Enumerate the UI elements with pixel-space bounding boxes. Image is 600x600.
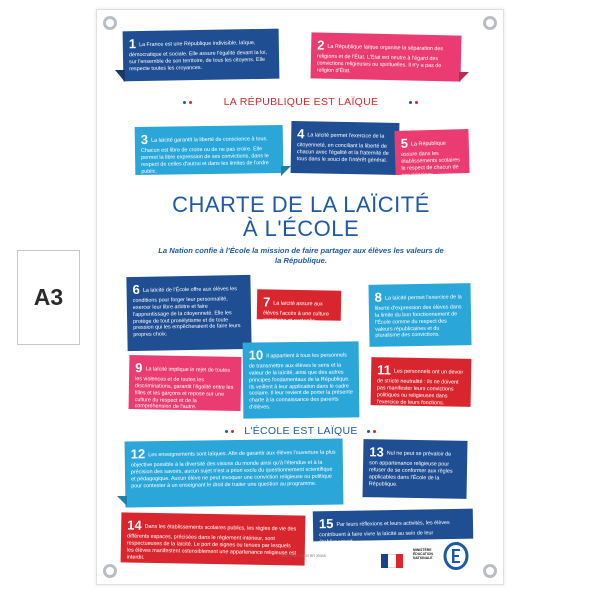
charter-subtitle: La Nation confie à l'École la mission de faire partager aux élèves les valeurs de la République. bbox=[158, 246, 444, 265]
article-14-card bbox=[121, 512, 306, 565]
ribbon-fold bbox=[115, 70, 125, 82]
laicite-charter-poster bbox=[96, 9, 504, 585]
article-number: 5 bbox=[400, 135, 409, 151]
decorative-dot bbox=[415, 101, 418, 104]
grommet-bottom-left bbox=[103, 564, 117, 578]
article-number: 13 bbox=[369, 444, 384, 460]
charter-title bbox=[97, 193, 505, 241]
article-text: La laïcité permet l'exercice de la citoyenneté, en conciliant la liberté de chacun avec l'égalité et la fraternité de tous dans le souci de l'intérêt général. bbox=[296, 132, 389, 164]
article-number: 12 bbox=[130, 446, 146, 462]
article-text: Les enseignements sont laïques. Afin de garantir aux élèves l'ouverture la plus objective possible à la diversité des visions du monde ainsi qu'à l'étendue et à la précision des savoirs, aucun sujet n'est a priori exclu du questionnement scientifique et pédagogique. Aucun élève ne peut invoquer une conviction religieuse ou politique pour contester à un enseignant le droit de traiter une question au programme. bbox=[130, 449, 336, 489]
ribbon-fold bbox=[281, 166, 291, 176]
article-number: 10 bbox=[248, 347, 264, 363]
education-logo-icon bbox=[443, 540, 469, 570]
article-number: 4 bbox=[297, 126, 305, 142]
charter-title-line1: CHARTE DE LA LAÏCITÉ bbox=[172, 192, 430, 217]
french-flag-logo bbox=[381, 554, 403, 568]
article-number: 7 bbox=[262, 294, 271, 310]
article-text: Il appartient à tous les personnels de transmettre aux élèves le sens et la valeur de la laïcité, ainsi que des autres principes fondamentaux de la République. Ils veillent à leur application dans le cadre scolaire. Il leur revient de porter la présente charte à la connaissance des parents d'élèves. bbox=[248, 352, 353, 411]
article-text: La France est une République indivisible, laïque, démocratique et sociale. Elle assure l'égalité devant la loi, sur l'ensemble de son territoire, de tous les citoyens. Elle respecte toutes les croyances. bbox=[128, 40, 268, 73]
article-3-card bbox=[135, 125, 284, 175]
article-text: Dans les établissements scolaires publics, les règles de vie des différents espaces, précisées dans le règlement intérieur, sont respectueuses de la laïcité. Le port de signes ou tenues par lesquels les élèves manifestent ostensiblement une appartenance religieuse est interdit. bbox=[126, 523, 297, 561]
article-number: 14 bbox=[127, 517, 142, 533]
article-2-card bbox=[311, 32, 462, 81]
article-10-card bbox=[243, 341, 360, 418]
article-text: La laïcité garantit la liberté de conscience à tous. Chacun est libre de croire ou de ne pas croire. Elle permet la libre expression de ses convictions, dans le respect de celles d'autrui et dans les limites de l'ordre public. bbox=[140, 136, 269, 175]
grommet-top-right bbox=[483, 16, 497, 30]
decorative-dot bbox=[373, 430, 376, 433]
article-11-card bbox=[371, 357, 472, 407]
grommet-top-left bbox=[103, 16, 117, 30]
section-title-ecole: L'ÉCOLE EST LAÏQUE bbox=[244, 425, 358, 437]
article-number: 6 bbox=[132, 281, 140, 297]
article-number: 8 bbox=[374, 289, 383, 305]
article-text: La laïcité permet l'exercice de la liberté d'expression des élèves dans la limite du bon fonctionnement de l'École comme du respect des valeurs républicaines et du pluralisme des convictions. bbox=[374, 294, 462, 340]
article-number: 9 bbox=[135, 360, 143, 376]
grommet-bottom-right bbox=[483, 564, 497, 578]
article-number: 2 bbox=[317, 37, 325, 53]
article-text: La laïcité implique le rejet de toutes les violences et de toutes les discriminations, garantit l'égalité entre les filles et les garçons et repose sur une culture du respect et de la compréhension de l'autre. bbox=[134, 366, 234, 411]
footer-reference: DCO - VAL DS 09 RR 30048 bbox=[281, 554, 326, 558]
article-9-card bbox=[129, 355, 242, 411]
article-number: 1 bbox=[128, 36, 137, 52]
article-5-card bbox=[394, 129, 469, 179]
article-text: La République laïque organise la séparation des religions et de l'État. L'État est neutre à l'égard des convictions religieuses ou spirituelles. Il n'y a pas de religion d'État. bbox=[316, 43, 444, 75]
article-number: 11 bbox=[377, 362, 392, 378]
article-text: La laïcité assure aux élèves l'accès à une culture commune et partagée. bbox=[262, 300, 329, 325]
article-12-card bbox=[125, 438, 344, 507]
ministry-label: MINISTÈRE ÉDUCATION NATIONALE bbox=[413, 548, 433, 561]
article-text: Nul ne peut se prévaloir de son appartenance religieuse pour refuser de se conformer aux règles applicables dans l'École de la République. bbox=[368, 450, 453, 488]
article-6-card bbox=[126, 275, 251, 351]
decorative-dot bbox=[409, 101, 412, 104]
ribbon-fold bbox=[459, 72, 469, 82]
charter-title-line2: À L'ÉCOLE bbox=[242, 216, 360, 241]
article-15-card bbox=[313, 509, 473, 546]
article-text: La laïcité de l'École offre aux élèves les conditions pour forger leur personnalité, exercer leur libre arbitre et faire l'apprentissage de la citoyenneté. Elle les protège de tout prosélytisme et de toute pression qui les empêcheraient de faire leurs propres choix. bbox=[132, 286, 241, 338]
article-8-card bbox=[368, 283, 471, 347]
paper-size-badge: A3 bbox=[17, 250, 80, 345]
ribbon-fold bbox=[117, 496, 127, 506]
article-number: 15 bbox=[318, 516, 334, 532]
section-title-republique: LA RÉPUBLIQUE EST LAÏQUE bbox=[223, 96, 379, 108]
article-text: Par leurs réflexions et leurs activités, les élèves contribuent à faire vivre la laïcité au sein de leur établissement. bbox=[319, 520, 450, 546]
article-7-card bbox=[257, 289, 342, 325]
article-text: Les personnels ont un devoir de stricte neutralité : ils ne doivent pas manifester leurs convictions politiques ou religieuses dans l'exercice de leurs fonctions. bbox=[376, 368, 464, 406]
article-number: 3 bbox=[140, 131, 149, 147]
article-13-card bbox=[363, 439, 468, 499]
article-1-card bbox=[123, 29, 280, 82]
article-text: La République assure dans les établissements scolaires le respect de chacun de ces principes. bbox=[400, 140, 461, 179]
article-4-card bbox=[291, 121, 400, 175]
decorative-dot bbox=[367, 430, 370, 433]
